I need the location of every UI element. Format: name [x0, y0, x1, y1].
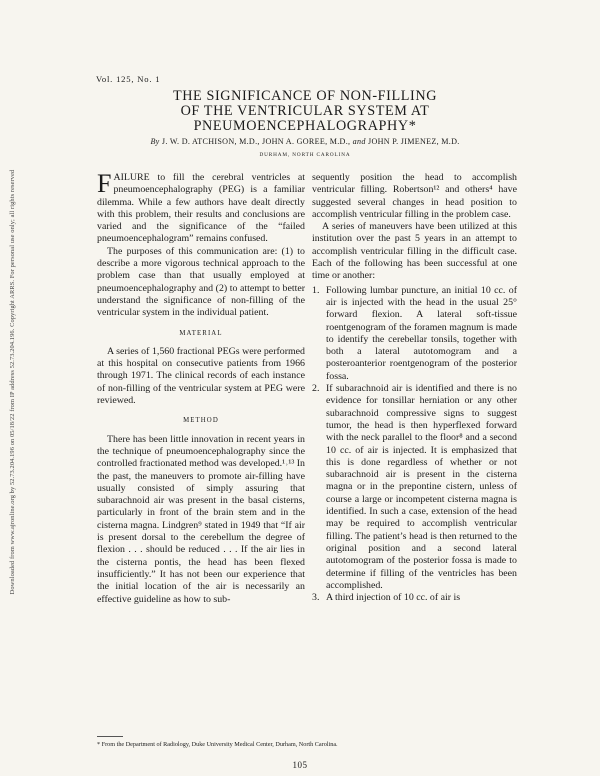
maneuver-steps [312, 285, 517, 605]
step-text: If subarachnoid air is identified and there is no evidence for tonsillar herniation or any other subarachnoid compressive signs to suggest tumor, the head is then hyperflexed forward with the neck parallel to the floor⁸ and a second 10 cc. of air is injected. It is emphasized that this is done regardless of whether or not subarachnoid air is present in the cisterna magna or in the prepontine cistern, unless of course a large or incompetent cisterna magna is identified. In such a case, extension of the head may be required to accomplish ventricular filling. The patient’s head is then returned to the original position and a second lateral autotomogram of the posterior fossa is made to determine if filling of the ventricles has been accomplished. [326, 383, 517, 591]
byline-authors-1: J. W. D. ATCHISON, M.D., JOHN A. GOREE, M.D., [161, 137, 351, 146]
byline-authors-2: JOHN P. JIMENEZ, M.D. [368, 137, 460, 146]
continuation-paragraph: sequently position the head to accomplish ventricular filling. Robertson¹² and others⁴ have suggested several changes in head position to accomplish ventricular filling in the problem case. [312, 172, 517, 220]
title-line-2: OF THE VENTRICULAR SYSTEM AT [180, 103, 430, 120]
article-title [100, 89, 510, 135]
intro-text: AILURE to fill the cerebral ventricles at pneumoencephalography (PEG) is a familiar dilemma. While a few authors have dealt directly with this problem, their results and conclusions are varied and the significance of the “failed pneumoencephalogram” remains confused. [97, 172, 305, 245]
volume-number: Vol. 125, No. 1 [96, 74, 161, 84]
step-number: 1. [312, 284, 320, 296]
affiliation: DURHAM, NORTH CAROLINA [259, 152, 351, 158]
method-heading: METHOD [183, 417, 219, 425]
left-column [97, 169, 305, 606]
download-notice: Downloaded from www.ajronline.org by 52.73.204.196 on 05/18/22 from IP address 52.73.204.196. Copyright ARRS. For personal use only; all rights reserved [9, 169, 16, 595]
byline-and: and [352, 137, 366, 146]
page-number: 105 [292, 760, 308, 770]
step-item [312, 383, 517, 592]
right-column [312, 172, 517, 604]
author-byline [100, 137, 510, 146]
step-text: A third injection of 10 cc. of air is [326, 592, 461, 604]
method-paragraph: There has been little innovation in recent years in the technique of pneumoencephalography since the controlled fractionated method was developed.¹˒¹³ In the past, the maneuvers to promote air-filling have usually consisted of simply assuring that subarachnoid air was present in the basal cisterns, particularly in front of the brain stem and in the cisterna magna. Lindgren⁹ stated in 1949 that “If air is present dorsal to the cerebellum the degree of flexion . . . should be reduced . . . If the air lies in the cisterna pontis, the head has been flexed insufficiently.” It has not been our experience that the initial location of the air is necessarily an effective guideline as how to sub- [97, 433, 305, 605]
step-item [312, 592, 517, 604]
step-text: Following lumbar puncture, an initial 10 cc. of air is injected with the head in the usual 25° forward flexion. A lateral soft-tissue roentgenogram of the foramen magnum is made to identify the cerebellar tonsils, together with both a lateral autotomogram and a posteroanterior roentgenogram of the posterior fossa. [326, 284, 517, 382]
title-line-1: THE SIGNIFICANCE OF NON-FILLING [172, 88, 438, 104]
intro-paragraph [97, 169, 305, 246]
byline-by: By [150, 137, 160, 146]
step-number: 3. [312, 592, 320, 604]
title-line-3: PNEUMOENCEPHALOGRAPHY* [193, 118, 417, 135]
step-item [312, 285, 517, 383]
material-heading: MATERIAL [179, 329, 223, 337]
footnote: * From the Department of Radiology, Duke University Medical Center, Durham, North Carolina. [97, 741, 338, 748]
step-number: 2. [312, 383, 320, 395]
purposes-paragraph: The purposes of this communication are: (1) to describe a more vigorous technical approach to the problem case than that usually employed at pneumoencephalography and (2) to attempt to better understand the significance of non-filling of the ventricular system in the individual patient. [97, 245, 305, 319]
maneuvers-paragraph: A series of maneuvers have been utilized at this institution over the past 5 years in an attempt to accomplish ventricular filling in the difficult case. Each of the following has been successful at one time or another: [312, 221, 517, 282]
drop-cap: F [97, 169, 112, 198]
material-paragraph: A series of 1,560 fractional PEGs were performed at this hospital on consecutive patients from 1966 through 1971. The clinical records of each instance of non-filling of the ventricular system at PEG were reviewed. [97, 345, 305, 407]
footnote-divider [97, 736, 123, 737]
